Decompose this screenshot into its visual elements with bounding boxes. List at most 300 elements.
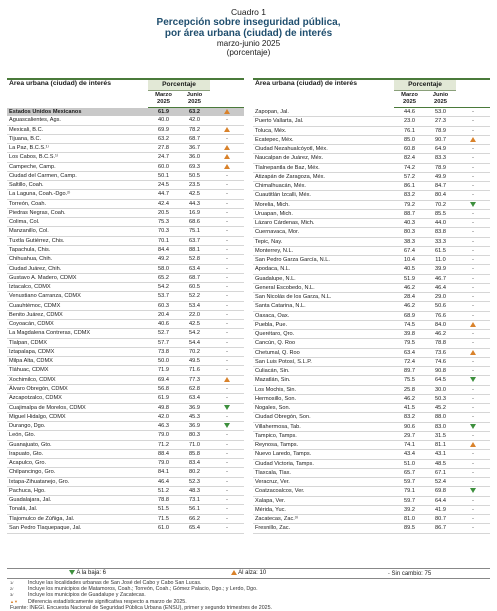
- june-value: 66.2: [179, 514, 210, 523]
- table-row: [7, 227, 244, 236]
- area-name: Tampico, Tamps.: [253, 431, 394, 440]
- march-value: 79.2: [394, 200, 425, 209]
- dash-icon: -: [226, 330, 228, 337]
- period: marzo-junio 2025: [216, 39, 281, 48]
- dash-icon: -: [226, 219, 228, 226]
- june-value: 73.6: [425, 348, 456, 357]
- table-row: [253, 385, 490, 394]
- march-value: 83.2: [394, 413, 425, 422]
- dash-icon: -: [472, 294, 474, 300]
- change-indicator: [210, 486, 244, 495]
- area-name: Cuautitlán Izcalli, Méx.: [253, 191, 394, 200]
- dash-icon: -: [472, 275, 474, 282]
- table-row: [253, 283, 490, 292]
- left-table: [7, 78, 244, 534]
- area-name: Coatzacoalcos, Ver.: [253, 487, 394, 496]
- march-value: 57.2: [394, 172, 425, 181]
- june-value: 78.2: [179, 125, 210, 134]
- table-row: [7, 245, 244, 254]
- area-name: Tijuana, B.C.: [7, 134, 148, 143]
- area-name: Cancún, Q. Roo: [253, 339, 394, 348]
- area-name: Fresnillo, Zac.: [253, 524, 394, 533]
- june-value: 85.5: [425, 209, 456, 218]
- area-name: Xochimilco, CDMX: [7, 375, 148, 384]
- march-value: 61.9: [148, 108, 179, 117]
- area-name: Ciudad del Carmen, Camp.: [7, 171, 148, 180]
- table-row: [7, 162, 244, 171]
- area-name: Durango, Dgo.: [7, 422, 148, 431]
- area-name: Culiacán, Sin.: [253, 367, 394, 376]
- table-row: [7, 190, 244, 199]
- june-value: 88.1: [179, 245, 210, 254]
- dash-icon: -: [472, 506, 474, 513]
- march-value: 57.7: [148, 338, 179, 347]
- june-value: 36.7: [179, 144, 210, 153]
- change-indicator: [456, 237, 490, 246]
- up-triangle-icon: [470, 322, 476, 327]
- change-indicator: [210, 227, 244, 236]
- area-name: Piedras Negras, Coah.: [7, 208, 148, 217]
- table-row: [7, 449, 244, 458]
- area-name: San Nicolás de los Garza, N.L.: [253, 293, 394, 302]
- table-row: [7, 292, 244, 301]
- march-value: 59.7: [394, 496, 425, 505]
- change-indicator: [210, 255, 244, 264]
- march-value: 89.7: [394, 367, 425, 376]
- march-value: 50.0: [148, 357, 179, 366]
- area-name: Zacatecas, Zac.³⁾: [253, 515, 394, 524]
- table-row: [7, 264, 244, 273]
- march-value: 56.8: [148, 384, 179, 393]
- change-indicator: [456, 339, 490, 348]
- march-value: 76.1: [394, 126, 425, 135]
- change-indicator: [456, 126, 490, 135]
- table-row: [253, 348, 490, 357]
- june-value: 49.5: [179, 357, 210, 366]
- dash-icon: -: [472, 220, 474, 226]
- change-indicator: [456, 274, 490, 283]
- dash-icon: -: [472, 479, 474, 485]
- area-name: Los Mochis, Sin.: [253, 385, 394, 394]
- june-value: 52.8: [179, 255, 210, 264]
- june-value: 83.0: [425, 422, 456, 431]
- march-value: 42.4: [148, 199, 179, 208]
- dash-icon: -: [472, 257, 474, 263]
- june-value: 65.4: [179, 523, 210, 533]
- march-value: 50.1: [148, 171, 179, 180]
- down-triangle-icon: [470, 424, 476, 429]
- march-value: 84.4: [148, 245, 179, 254]
- change-indicator: [456, 191, 490, 200]
- march-value: 69.4: [148, 375, 179, 384]
- table-row: [253, 172, 490, 181]
- dash-icon: -: [472, 238, 474, 245]
- table-row: [253, 274, 490, 283]
- june-value: 77.3: [179, 375, 210, 384]
- table-row: [253, 376, 490, 385]
- porcentaje-header: Porcentaje: [148, 79, 210, 91]
- down-triangle-icon: [224, 405, 230, 410]
- table-row: [7, 255, 244, 264]
- june-value: 63.7: [179, 236, 210, 245]
- table-row: [7, 422, 244, 431]
- area-name: Veracruz, Ver.: [253, 478, 394, 487]
- june-value: 52.2: [179, 292, 210, 301]
- dash-icon: -: [226, 506, 228, 513]
- change-indicator: [456, 487, 490, 496]
- june-value: 22.0: [179, 310, 210, 319]
- dash-icon: -: [472, 405, 474, 411]
- table-row: [7, 366, 244, 375]
- june-value: 81.1: [425, 441, 456, 450]
- dash-icon: -: [472, 210, 474, 217]
- area-name: Puerto Vallarta, Jal.: [253, 117, 394, 126]
- change-indicator: [210, 505, 244, 514]
- june-value: 83.8: [425, 228, 456, 237]
- table-row: [253, 163, 490, 172]
- june-value: 50.6: [425, 302, 456, 311]
- table-row: [253, 404, 490, 413]
- dash-icon: -: [226, 274, 228, 281]
- march-value: 60.3: [148, 301, 179, 310]
- march-value: 51.2: [148, 486, 179, 495]
- area-name: Atizapán de Zaragoza, Méx.: [253, 172, 394, 181]
- porcentaje-header: Porcentaje: [394, 79, 456, 91]
- change-indicator: [456, 135, 490, 144]
- dash-icon: -: [226, 450, 228, 457]
- dash-icon: -: [472, 460, 474, 467]
- area-name: Cuajimalpa de Morelos, CDMX: [7, 403, 148, 412]
- change-indicator: [456, 320, 490, 329]
- table-row: [7, 171, 244, 180]
- march-value: 79.0: [148, 459, 179, 468]
- table-row: [253, 524, 490, 533]
- area-name: Aguascalientes, Ags.: [7, 116, 148, 125]
- area-name: Pachuca, Hgo.: [7, 486, 148, 495]
- dash-icon: -: [226, 478, 228, 485]
- table-row: [7, 412, 244, 421]
- dash-icon: -: [472, 192, 474, 199]
- march-value: 46.2: [394, 302, 425, 311]
- june-value: 88.0: [425, 413, 456, 422]
- report-header: [0, 7, 497, 57]
- table-row: [253, 237, 490, 246]
- area-name: Oaxaca, Oax.: [253, 311, 394, 320]
- march-value: 44.7: [148, 190, 179, 199]
- june-value: 73.1: [179, 496, 210, 505]
- change-indicator: [210, 292, 244, 301]
- area-name: Acapulco, Gro.: [7, 459, 148, 468]
- area-name: Tlaxcala, Tlax.: [253, 468, 394, 477]
- change-indicator: [210, 199, 244, 208]
- footnotes: [10, 580, 272, 611]
- june-value: 71.6: [179, 366, 210, 375]
- change-indicator: [210, 523, 244, 533]
- march-value: 49.2: [148, 255, 179, 264]
- change-indicator: [456, 219, 490, 228]
- area-name: Tepic, Nay.: [253, 237, 394, 246]
- dash-icon: -: [472, 469, 474, 476]
- change-indicator: [456, 524, 490, 533]
- area-name: Álvaro Obregón, CDMX: [7, 384, 148, 393]
- march-value: 46.3: [148, 422, 179, 431]
- area-name: Tlajomulco de Zúñiga, Jal.: [7, 514, 148, 523]
- march-value: 27.8: [148, 144, 179, 153]
- change-indicator: [210, 108, 244, 117]
- table-row: [7, 125, 244, 134]
- change-indicator: [456, 357, 490, 366]
- march-value: 79.5: [394, 339, 425, 348]
- change-indicator: [210, 468, 244, 477]
- june-value: 30.0: [425, 385, 456, 394]
- table-row: [253, 330, 490, 339]
- change-indicator: [210, 236, 244, 245]
- dash-icon: -: [472, 368, 474, 374]
- march-value: 60.0: [148, 162, 179, 171]
- june-value: 46.2: [425, 330, 456, 339]
- footnote: 1/ Incluye las localidades urbanas de San José del Cabo y Cabo San Lucas.: [10, 580, 202, 586]
- up-triangle-icon: [470, 442, 476, 447]
- march-value: 44.6: [394, 108, 425, 117]
- table-row: [7, 301, 244, 310]
- dash-icon: -: [472, 247, 474, 254]
- change-indicator: [210, 440, 244, 449]
- march-value: 23.0: [394, 117, 425, 126]
- dash-icon: -: [472, 386, 474, 393]
- area-name: Tláhuac, CDMX: [7, 366, 148, 375]
- change-indicator: [456, 496, 490, 505]
- june-value: 16.9: [179, 208, 210, 217]
- change-indicator: [456, 330, 490, 339]
- march-value: 24.5: [148, 181, 179, 190]
- june-value: 50.5: [179, 171, 210, 180]
- table-row: [253, 431, 490, 440]
- march-value: 54.2: [148, 283, 179, 292]
- june-value: 23.5: [179, 181, 210, 190]
- march-value: 63.4: [394, 348, 425, 357]
- march-value: 82.4: [394, 154, 425, 163]
- change-indicator: [456, 283, 490, 292]
- national-row: [7, 108, 244, 117]
- dash-icon: -: [472, 284, 474, 291]
- dash-icon: -: [472, 395, 474, 402]
- table-row: [253, 108, 490, 117]
- june-value: 50.3: [425, 394, 456, 403]
- june-value: 52.3: [179, 477, 210, 486]
- summary-nochange: [329, 571, 490, 577]
- table-row: [253, 209, 490, 218]
- march-value: 46.4: [148, 477, 179, 486]
- dash-icon: -: [472, 155, 474, 162]
- area-name: La Magdalena Contreras, CDMX: [7, 329, 148, 338]
- june-value: 90.7: [425, 135, 456, 144]
- area-name: Los Cabos, B.C.S.¹⁾: [7, 153, 148, 162]
- table-row: [253, 182, 490, 191]
- june-value: 60.5: [179, 283, 210, 292]
- table-row: [7, 384, 244, 393]
- area-name: Iztacalco, CDMX: [7, 283, 148, 292]
- june-value: 44.3: [179, 199, 210, 208]
- up-triangle-icon: [224, 164, 230, 169]
- table-row: [7, 181, 244, 190]
- dash-icon: -: [472, 312, 474, 319]
- table-row: [253, 302, 490, 311]
- june-value: 70.2: [179, 347, 210, 356]
- march-value: 71.5: [148, 514, 179, 523]
- june-value: 53.4: [179, 301, 210, 310]
- june-value: 61.5: [425, 246, 456, 255]
- table-row: [7, 283, 244, 292]
- area-name: Reynosa, Tamps.: [253, 441, 394, 450]
- change-indicator: [210, 338, 244, 347]
- june-value: 70.2: [425, 200, 456, 209]
- change-indicator: [210, 422, 244, 431]
- table-row: [7, 153, 244, 162]
- marzo-header: Marzo 2025: [394, 91, 425, 108]
- table-row: [7, 338, 244, 347]
- march-value: 90.6: [394, 422, 425, 431]
- area-name: Milpa Alta, CDMX: [7, 357, 148, 366]
- area-name: Tonalá, Jal.: [7, 505, 148, 514]
- down-triangle-icon: [470, 488, 476, 493]
- march-value: 72.4: [394, 357, 425, 366]
- march-value: 71.9: [148, 366, 179, 375]
- march-value: 61.9: [148, 394, 179, 403]
- table-row: [253, 154, 490, 163]
- march-value: 24.7: [148, 153, 179, 162]
- area-name: Mexicali, B.C.: [7, 125, 148, 134]
- table-row: [7, 468, 244, 477]
- march-value: 43.4: [394, 450, 425, 459]
- march-value: 65.7: [394, 468, 425, 477]
- june-value: 75.1: [179, 227, 210, 236]
- march-value: 84.1: [148, 468, 179, 477]
- change-indicator: [210, 394, 244, 403]
- dash-icon: -: [226, 172, 228, 179]
- source-note: Fuente: INEGI. Encuesta Nacional de Seguridad Pública Urbana (ENSU), primer y segundo trimestres de 2025.: [10, 604, 273, 611]
- table-row: [7, 310, 244, 319]
- march-value: 39.2: [394, 505, 425, 514]
- area-name: Ixtapa-Zihuatanejo, Gro.: [7, 477, 148, 486]
- change-indicator: [210, 181, 244, 190]
- march-value: 38.3: [394, 237, 425, 246]
- area-name: Querétaro, Qro.: [253, 330, 394, 339]
- june-value: 42.0: [179, 116, 210, 125]
- table-row: [253, 200, 490, 209]
- march-value: 20.5: [148, 208, 179, 217]
- change-indicator: [210, 431, 244, 440]
- march-value: 63.2: [148, 134, 179, 143]
- area-name: Morelia, Mich.: [253, 200, 394, 209]
- change-indicator: [456, 367, 490, 376]
- dash-icon: -: [226, 182, 228, 189]
- area-name: Zapopan, Jal.: [253, 108, 394, 117]
- march-value: 65.2: [148, 273, 179, 282]
- up-triangle-icon: [224, 154, 230, 159]
- change-indicator: [456, 468, 490, 477]
- march-value: 75.3: [148, 218, 179, 227]
- table-row: [7, 394, 244, 403]
- dash-icon: -: [226, 358, 228, 365]
- area-name: Hermosillo, Son.: [253, 394, 394, 403]
- june-value: 44.0: [425, 219, 456, 228]
- march-value: 81.0: [394, 515, 425, 524]
- june-value: 80.7: [425, 515, 456, 524]
- march-value: 46.2: [394, 283, 425, 292]
- dash-icon: -: [472, 164, 474, 171]
- dash-icon: -: [226, 432, 228, 439]
- change-indicator: [210, 144, 244, 153]
- summary-up-text: Al alza: 10: [238, 570, 267, 577]
- june-value: 48.3: [179, 486, 210, 495]
- dash-icon: -: [472, 516, 474, 522]
- change-indicator: [456, 478, 490, 487]
- june-value: 63.4: [179, 394, 210, 403]
- change-indicator: [210, 310, 244, 319]
- area-name: Toluca, Méx.: [253, 126, 394, 135]
- area-name: Estados Unidos Mexicanos: [7, 108, 148, 117]
- dash-icon: -: [226, 117, 228, 124]
- area-name: Tlalnepantla de Baz, Méx.: [253, 163, 394, 172]
- area-name: Ciudad Juárez, Chih.: [7, 264, 148, 273]
- area-name: General Escobedo, N.L.: [253, 283, 394, 292]
- table-row: [253, 478, 490, 487]
- unit: (porcentaje): [226, 48, 271, 57]
- up-triangle-icon: [224, 109, 230, 114]
- dash-icon: -: [472, 146, 474, 152]
- area-name: Ciudad Obregón, Son.: [253, 413, 394, 422]
- dash-icon: -: [226, 487, 228, 494]
- dash-icon: -: [226, 321, 228, 328]
- table-row: [7, 375, 244, 384]
- dash-icon: -: [226, 367, 228, 374]
- table-row: [7, 116, 244, 125]
- change-indicator: [456, 256, 490, 265]
- change-indicator: [210, 403, 244, 412]
- june-value: 48.5: [425, 459, 456, 468]
- march-value: 42.0: [148, 412, 179, 421]
- change-indicator: [456, 385, 490, 394]
- area-name: Guadalajara, Jal.: [7, 496, 148, 505]
- change-indicator: [456, 293, 490, 302]
- table-row: [253, 515, 490, 524]
- march-value: 40.5: [394, 265, 425, 274]
- june-value: 69.3: [179, 162, 210, 171]
- change-indicator: [210, 283, 244, 292]
- june-value: 39.9: [425, 265, 456, 274]
- change-indicator: [210, 375, 244, 384]
- dash-icon: -: [472, 183, 474, 189]
- table-row: [253, 505, 490, 514]
- summary-up: [168, 570, 329, 576]
- table-row: [253, 256, 490, 265]
- dash-icon: -: [226, 135, 228, 142]
- june-value: 52.4: [425, 478, 456, 487]
- area-name: Benito Juárez, CDMX: [7, 310, 148, 319]
- junio-header: Junio 2025: [179, 91, 210, 108]
- summary-nochange-text: Sin cambio: 75: [391, 570, 432, 577]
- table-row: [253, 126, 490, 135]
- june-value: 80.4: [425, 191, 456, 200]
- table-row: [253, 117, 490, 126]
- dash-icon: -: [226, 385, 228, 392]
- march-value: 69.9: [148, 125, 179, 134]
- march-value: 88.4: [148, 449, 179, 458]
- change-indicator: [456, 108, 490, 117]
- up-triangle-icon: [231, 570, 237, 575]
- dash-icon: -: [472, 331, 474, 337]
- summary-down: [7, 570, 168, 576]
